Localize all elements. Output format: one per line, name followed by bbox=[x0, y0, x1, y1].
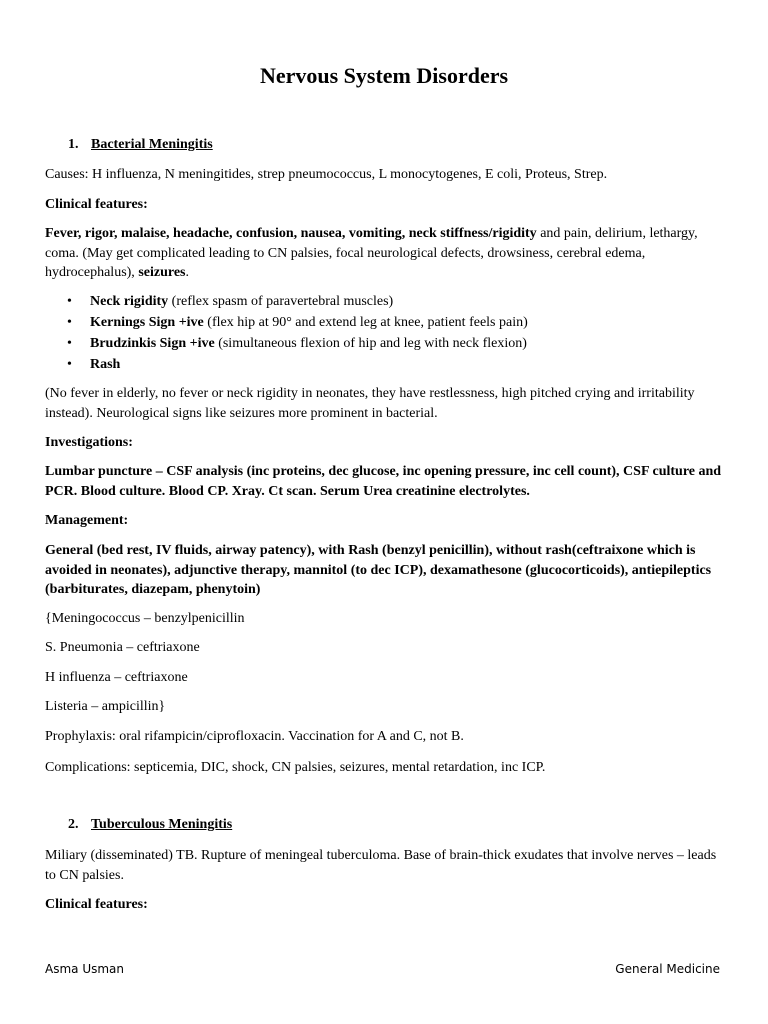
sign-name: Kernings Sign +ive bbox=[90, 315, 204, 330]
management-label: Management: bbox=[45, 513, 129, 528]
clinical-signs-list bbox=[45, 291, 725, 375]
drug-line-influenza: H influenza – ceftriaxone bbox=[45, 670, 188, 685]
list-item bbox=[45, 312, 725, 333]
section-title: Tuberculous Meningitis bbox=[91, 817, 233, 832]
section-number: 1. bbox=[68, 137, 79, 152]
tb-clinical-features-label: Clinical features: bbox=[45, 897, 148, 912]
bullet-icon: • bbox=[67, 336, 72, 351]
bullet-icon: • bbox=[67, 315, 72, 330]
management-text: General (bed rest, IV fluids, airway patency), with Rash (benzyl penicillin), without rash(ceftraixone which is avoided in neonates), adjunctive therapy, mannitol (to dec ICP), dexamathesone (glucocorticoids), antiepileptics (barbiturates, diazepam, phenytoin) bbox=[45, 543, 712, 597]
section-number: 2. bbox=[68, 817, 79, 832]
prophylaxis-text: Prophylaxis: oral rifampicin/ciprofloxacin. Vaccination for A and C, not B. bbox=[45, 729, 464, 744]
footer-subject: General Medicine bbox=[615, 962, 720, 976]
investigations-label: Investigations: bbox=[45, 435, 133, 450]
section-title: Bacterial Meningitis bbox=[91, 137, 213, 152]
clinical-features-rest: and pain, delirium, lethargy, coma. (May get complicated leading to CN palsies, focal neurological defects, drowsiness, cerebral edema, hydrocephalus), bbox=[45, 226, 698, 280]
drug-line-meningococcus: {Meningococcus – benzylpenicillin bbox=[45, 611, 245, 626]
bullet-icon: • bbox=[67, 357, 72, 372]
sign-description: (reflex spasm of paravertebral muscles) bbox=[168, 294, 394, 309]
complications-text: Complications: septicemia, DIC, shock, CN palsies, seizures, mental retardation, inc ICP. bbox=[45, 760, 546, 775]
drug-line-listeria: Listeria – ampicillin} bbox=[45, 699, 166, 714]
clinical-features-seizures: seizures bbox=[138, 265, 186, 280]
clinical-features-bold: Fever, rigor, malaise, headache, confusion, nausea, vomiting, neck stiffness/rigidity bbox=[45, 226, 537, 241]
clinical-features-label: Clinical features: bbox=[45, 197, 148, 212]
note-text: (No fever in elderly, no fever or neck rigidity in neonates, they have restlessness, high pitched crying and irritability instead). Neurological signs like seizures more prominent in bacterial. bbox=[45, 386, 695, 421]
clinical-features-period: . bbox=[185, 265, 189, 280]
list-item bbox=[45, 354, 725, 375]
tb-description-text: Miliary (disseminated) TB. Rupture of meningeal tuberculoma. Base of brain-thick exudates that involve nerves – leads to CN palsies. bbox=[45, 848, 717, 883]
list-item bbox=[45, 291, 725, 312]
sign-description: (simultaneous flexion of hip and leg with neck flexion) bbox=[214, 336, 527, 351]
sign-description: (flex hip at 90° and extend leg at knee, patient feels pain) bbox=[203, 315, 528, 330]
page-title: Nervous System Disorders bbox=[259, 63, 509, 88]
sign-name: Brudzinkis Sign +ive bbox=[90, 336, 215, 351]
bullet-icon: • bbox=[67, 294, 72, 309]
drug-line-pneumonia: S. Pneumonia – ceftriaxone bbox=[45, 640, 200, 655]
footer-author: Asma Usman bbox=[45, 962, 125, 976]
causes-text: Causes: H influenza, N meningitides, strep pneumococcus, L monocytogenes, E coli, Proteus, Strep. bbox=[45, 167, 608, 182]
sign-name: Neck rigidity bbox=[90, 294, 169, 309]
section-heading-tuberculous-meningitis bbox=[68, 817, 232, 833]
investigations-text: Lumbar puncture – CSF analysis (inc proteins, dec glucose, inc opening pressure, inc cell count), CSF culture and PCR. Blood culture. Blood CP. Xray. Ct scan. Serum Urea creatinine electrolytes. bbox=[45, 464, 722, 499]
clinical-features-text bbox=[45, 224, 725, 283]
section-heading-bacterial-meningitis bbox=[68, 137, 213, 153]
list-item bbox=[45, 333, 725, 354]
sign-name: Rash bbox=[90, 357, 121, 372]
